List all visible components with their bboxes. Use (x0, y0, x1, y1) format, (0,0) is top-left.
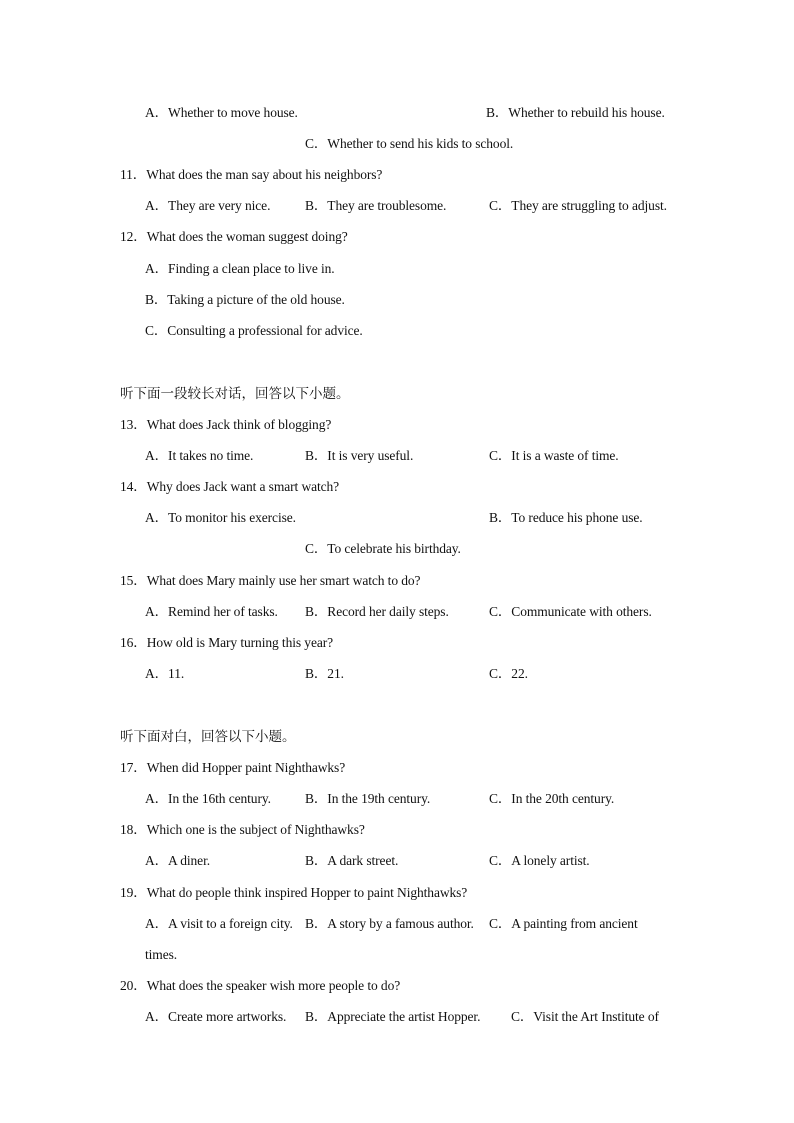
q13-option-a: A．It takes no time. (145, 448, 254, 463)
q18-option-b: B．A dark street. (305, 853, 399, 868)
q19-option-c-continued: times. (145, 947, 178, 962)
q17-option-b: B．In the 19th century. (305, 791, 431, 806)
q11-option-a: A．They are very nice. (145, 198, 271, 213)
q19-option-c: C．A painting from ancient (489, 916, 638, 931)
q19-option-b: B．A story by a famous author. (305, 916, 474, 931)
q18-option-c: C．A lonely artist. (489, 853, 590, 868)
q13-option-c: C．It is a waste of time. (489, 448, 619, 463)
q16-option-a: A．11. (145, 666, 185, 681)
q12-question: 12．What does the woman suggest doing? (120, 229, 348, 244)
q15-option-a: A．Remind her of tasks. (145, 604, 278, 619)
q13-option-b: B．It is very useful. (305, 448, 414, 463)
q17-option-c: C．In the 20th century. (489, 791, 615, 806)
q11-option-c: C．They are struggling to adjust. (489, 198, 667, 213)
q20-option-b: B．Appreciate the artist Hopper. (305, 1009, 481, 1024)
q14-option-a: A．To monitor his exercise. (145, 510, 296, 525)
q20-option-a: A．Create more artworks. (145, 1009, 287, 1024)
section-heading-dialogue: 听下面对白，回答以下小题。 (120, 729, 296, 745)
q10-option-b: B．Whether to rebuild his house. (486, 105, 665, 120)
q18-option-a: A．A diner. (145, 853, 210, 868)
q10-option-a: A．Whether to move house. (145, 105, 298, 120)
q17-option-a: A．In the 16th century. (145, 791, 271, 806)
q12-option-b: B．Taking a picture of the old house. (145, 292, 345, 307)
q13-question: 13．What does Jack think of blogging? (120, 417, 332, 432)
q19-question: 19．What do people think inspired Hopper to paint Nighthawks? (120, 885, 468, 900)
q14-question: 14．Why does Jack want a smart watch? (120, 479, 340, 494)
q12-option-a: A．Finding a clean place to live in. (145, 261, 335, 276)
q14-option-b: B．To reduce his phone use. (489, 510, 643, 525)
section-heading-long-dialogue: 听下面一段较长对话，回答以下小题。 (120, 386, 350, 402)
q11-question: 11．What does the man say about his neighbors? (120, 167, 383, 182)
q16-option-b: B．21. (305, 666, 344, 681)
q10-option-c: C．Whether to send his kids to school. (305, 136, 514, 151)
q12-option-c: C．Consulting a professional for advice. (145, 323, 363, 338)
q15-option-b: B．Record her daily steps. (305, 604, 449, 619)
q17-question: 17．When did Hopper paint Nighthawks? (120, 760, 346, 775)
q20-question: 20．What does the speaker wish more people to do? (120, 978, 401, 993)
q16-question: 16．How old is Mary turning this year? (120, 635, 334, 650)
q19-option-a: A．A visit to a foreign city. (145, 916, 293, 931)
q14-option-c: C．To celebrate his birthday. (305, 541, 461, 556)
q20-option-c: C．Visit the Art Institute of (511, 1009, 659, 1024)
q18-question: 18．Which one is the subject of Nighthawks? (120, 822, 365, 837)
q11-option-b: B．They are troublesome. (305, 198, 447, 213)
q16-option-c: C．22. (489, 666, 528, 681)
q15-option-c: C．Communicate with others. (489, 604, 652, 619)
q15-question: 15．What does Mary mainly use her smart watch to do? (120, 573, 421, 588)
